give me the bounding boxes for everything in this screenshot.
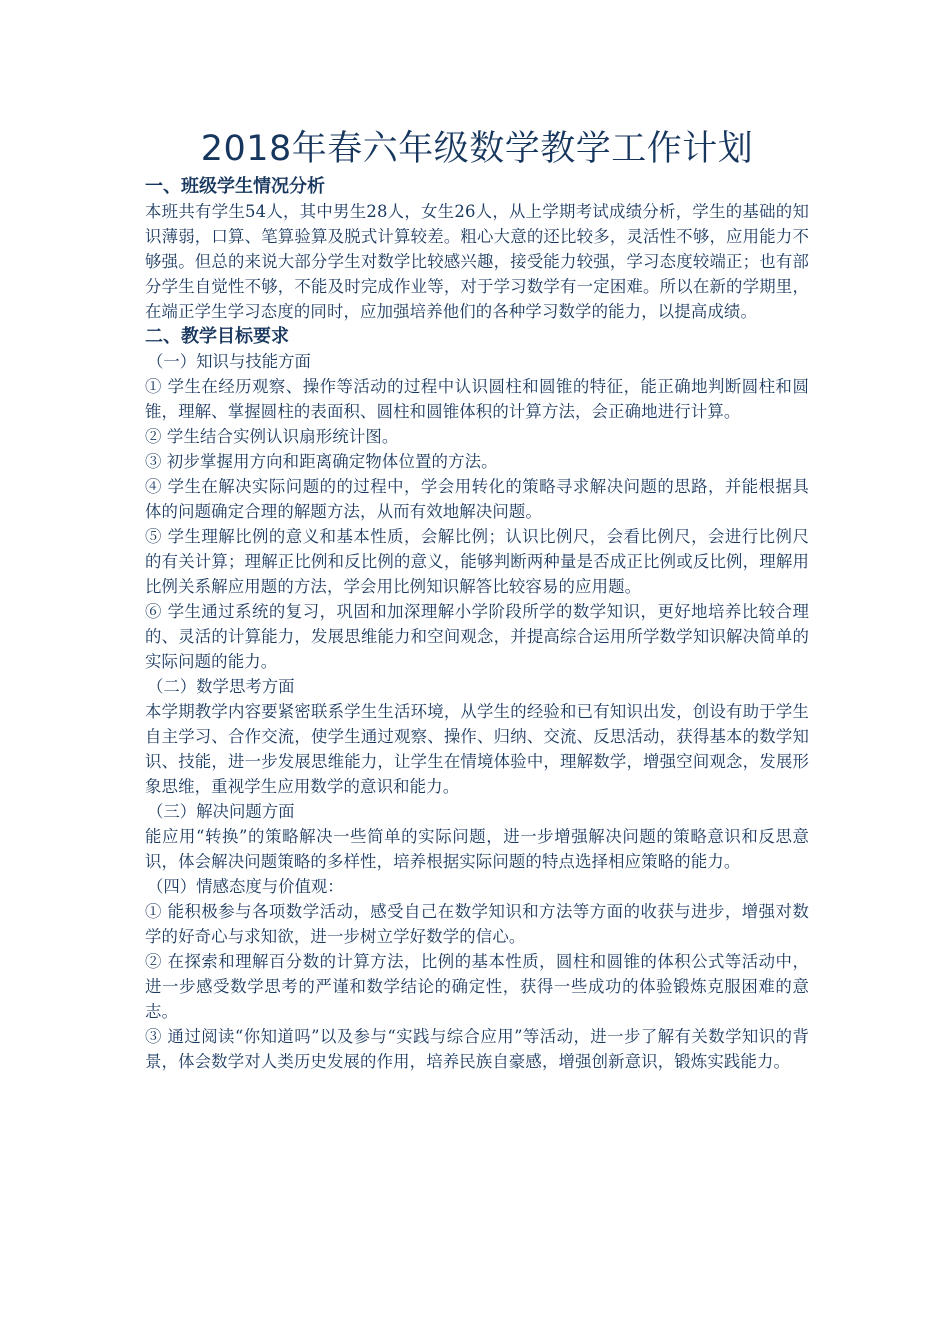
knowledge-item: ③ 初步掌握用方向和距离确定物体位置的方法。 [145, 452, 498, 471]
subheading-attitudes-values: （四）情感态度与价值观： [147, 877, 344, 896]
knowledge-item: ② 学生结合实例认识扇形统计图。 [145, 427, 399, 446]
document-title: 2018年春六年级数学教学工作计划 [200, 129, 754, 169]
attitude-item: ③ 通过阅读“你知道吗”以及参与“实践与综合应用”等活动，进一步了解有关数学知识的背景，体会数学对人类历史发展的作用，培养民族自豪感，增强创新意识，锻炼实践能力。 [145, 1027, 809, 1071]
knowledge-item: ⑥ 学生通过系统的复习，巩固和加深理解小学阶段所学的数学知识，更好地培养比较合理的、灵活的计算能力，发展思维能力和空间观念，并提高综合运用所学数学知识解决简单的实际问题的能力。 [145, 602, 809, 671]
knowledge-item: ① 学生在经历观察、操作等活动的过程中认识圆柱和圆锥的特征，能正确地判断圆柱和圆锥，理解、掌握圆柱的表面积、圆柱和圆锥体积的计算方法，会正确地进行计算。 [145, 377, 809, 421]
knowledge-item: ④ 学生在解决实际问题的的过程中，学会用转化的策略寻求解决问题的思路，并能根据具体的问题确定合理的解题方法，从而有效地解决问题。 [145, 477, 809, 521]
attitude-item: ① 能积极参与各项数学活动，感受自己在数学知识和方法等方面的收获与进步，增强对数学的好奇心与求知欲，进一步树立学好数学的信心。 [145, 902, 809, 946]
section-heading-teaching-goals: 二、教学目标要求 [145, 326, 289, 347]
subheading-math-thinking: （二）数学思考方面 [147, 677, 295, 696]
attitude-item: ② 在探索和理解百分数的计算方法，比例的基本性质，圆柱和圆锥的体积公式等活动中，进一步感受数学思考的严谨和数学结论的确定性，获得一些成功的体验锻炼克服困难的意志。 [145, 952, 809, 1021]
subheading-knowledge-skills: （一）知识与技能方面 [147, 352, 311, 371]
class-analysis-paragraph: 本班共有学生54人，其中男生28人，女生26人，从上学期考试成绩分析，学生的基础的知识薄弱，口算、笔算验算及脱式计算较差。粗心大意的还比较多，灵活性不够，应用能力不够强。但总的来说大部分学生对数学比较感兴趣，接受能力较强，学习态度较端正；也有部分学生自觉性不够，不能及时完成作业等，对于学习数学有一定困难。所以在新的学期里，在端正学生学习态度的同时，应加强培养他们的各种学习数学的能力，以提高成绩。 [145, 202, 809, 321]
subheading-problem-solving: （三）解决问题方面 [147, 802, 295, 821]
document-body [145, 124, 809, 1074]
knowledge-item: ⑤ 学生理解比例的意义和基本性质，会解比例；认识比例尺，会看比例尺，会进行比例尺的有关计算；理解正比例和反比例的意义，能够判断两种量是否成正比例或反比例，理解用比例关系解应用题的方法，学会用比例知识解答比较容易的应用题。 [145, 527, 809, 596]
math-thinking-paragraph: 本学期教学内容要紧密联系学生生活环境，从学生的经验和已有知识出发，创设有助于学生自主学习、合作交流，使学生通过观察、操作、归纳、交流、反思活动，获得基本的数学知识、技能，进一步发展思维能力，让学生在情境体验中，理解数学，增强空间观念，发展形象思维，重视学生应用数学的意识和能力。 [145, 702, 809, 796]
problem-solving-paragraph: 能应用“转换”的策略解决一些简单的实际问题，进一步增强解决问题的策略意识和反思意识，体会解决问题策略的多样性，培养根据实际问题的特点选择相应策略的能力。 [145, 827, 809, 871]
section-heading-class-analysis: 一、班级学生情况分析 [145, 176, 325, 197]
